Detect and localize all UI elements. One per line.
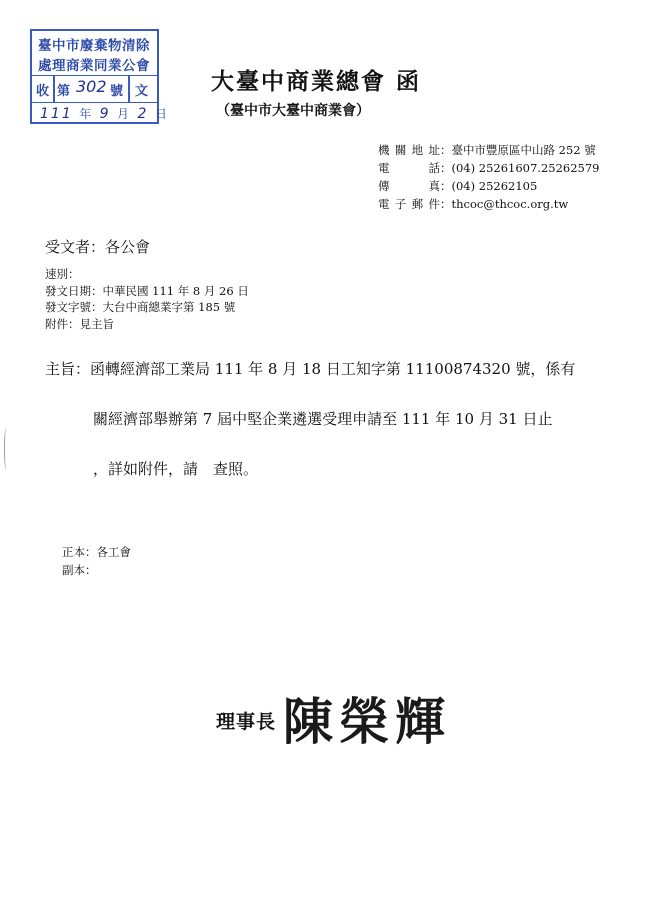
meta-block	[45, 266, 249, 332]
address-value: ：臺中市豐原區中山路 252 號	[440, 143, 596, 157]
stamp-date	[40, 105, 169, 122]
email-value: ：thcoc@thcoc.org.tw	[440, 197, 569, 211]
stamp-number-row	[32, 75, 157, 103]
body-line-3: ，詳如附件，請 查照。	[93, 460, 259, 478]
signature-title: 理事長	[216, 711, 277, 733]
scan-artifact	[4, 428, 8, 470]
stamp-date-month: 9	[99, 106, 111, 122]
stamp-date-month-unit: 月	[117, 107, 132, 121]
subject-line: 主旨：函轉經濟部工業局 111 年 8 月 18 日工知字第 11100874320 號，係有	[45, 360, 576, 378]
body-line-2: 關經濟部舉辦第 7 屆中堅企業遴選受理申請至 111 年 10 月 31 日止	[93, 410, 553, 428]
fax-row	[378, 177, 599, 195]
stamp-date-year: 111	[40, 106, 73, 122]
stamp-receive-char: 收	[36, 84, 50, 99]
email-row	[378, 195, 599, 213]
attachment-line: 附件：見主旨	[45, 316, 114, 331]
stamp-date-year-unit: 年	[79, 107, 94, 121]
stamp-date-day: 2	[137, 106, 149, 122]
stamp-date-day-unit: 日	[154, 107, 169, 121]
document-subtitle: （臺中市大臺中商業會）	[216, 103, 370, 119]
fax-value: ：(04) 25262105	[440, 179, 538, 193]
stamp-number-prefix: 第	[57, 84, 71, 99]
address-row	[378, 141, 599, 159]
receiving-stamp	[30, 29, 169, 124]
stamp-number: 302	[76, 77, 107, 96]
stamp-divider	[128, 76, 130, 102]
fax-label: 傳真	[378, 179, 440, 193]
speed-line: 速別：	[45, 267, 80, 281]
stamp-org-line1: 臺中市廢棄物清除	[38, 38, 150, 54]
stamp-doc-char: 文	[135, 84, 149, 99]
phone-value: ：(04) 25261607.25262579	[440, 161, 600, 175]
signature-name-seal: 陳榮輝	[283, 692, 451, 751]
phone-row	[378, 159, 599, 177]
stamp-number-suffix: 號	[110, 84, 124, 99]
recipient-line: 受文者：各公會	[45, 238, 151, 256]
address-label: 機關地址	[378, 143, 440, 157]
doc-number-line: 發文字號：大台中商總業字第 185 號	[45, 300, 236, 314]
issue-date-line: 發文日期：中華民國 111 年 8 月 26 日	[45, 283, 249, 298]
copy-recipients: 副本：	[62, 563, 97, 577]
email-label: 電子郵件	[378, 197, 440, 211]
contact-block	[378, 141, 599, 213]
original-recipients: 正本：各工會	[62, 545, 131, 559]
phone-label: 電話	[378, 161, 440, 175]
stamp-org-line2: 處理商業同業公會	[38, 58, 150, 74]
stamp-divider	[53, 76, 55, 102]
document-title: 大臺中商業總會 函	[211, 68, 422, 95]
copies-block	[62, 543, 131, 579]
